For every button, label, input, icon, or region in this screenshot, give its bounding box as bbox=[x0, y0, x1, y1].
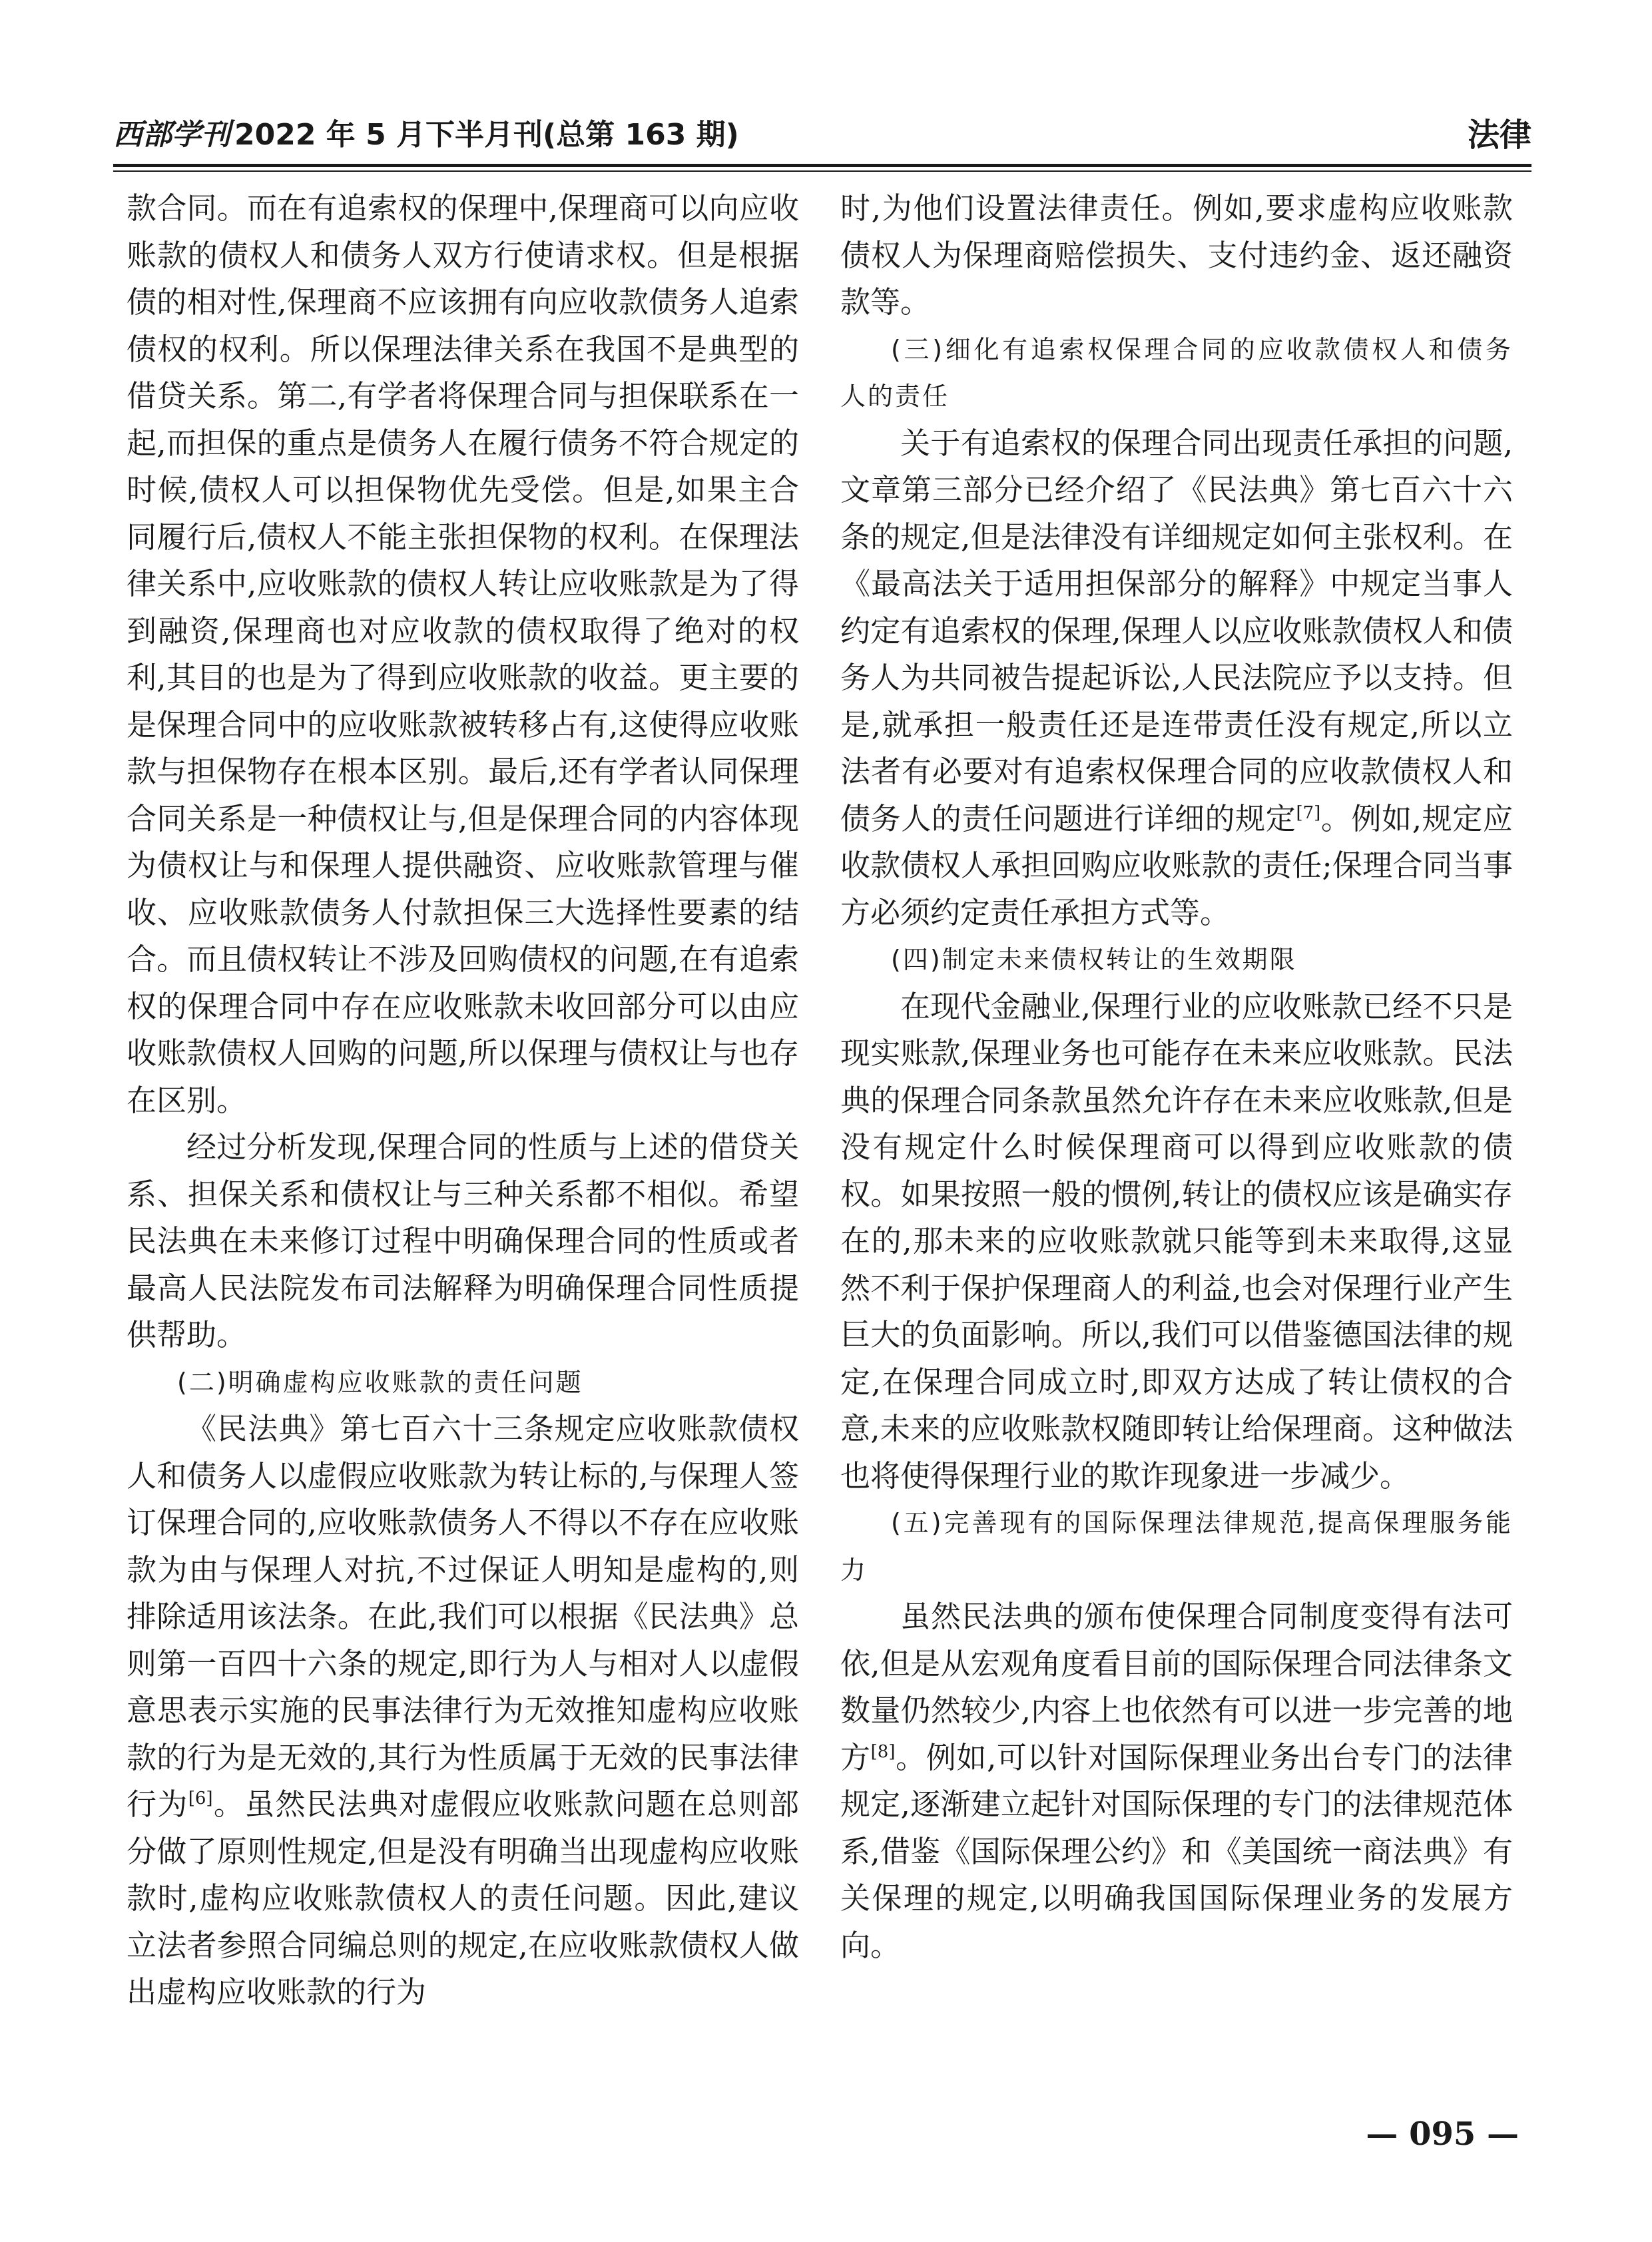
header-rule-thin bbox=[113, 170, 1531, 172]
paragraph bbox=[127, 1406, 799, 2016]
left-column bbox=[127, 185, 799, 2096]
citation-ref: [7] bbox=[1296, 802, 1321, 823]
paragraph-text: 虽然民法典的颁布使保理合同制度变得有法可依,但是从宏观角度看目前的国际保理合同法律条文数量仍然较少,内容上也依然有可以进一步完善的地方 bbox=[840, 1599, 1513, 1775]
paragraph bbox=[840, 420, 1513, 937]
journal-header bbox=[113, 112, 739, 158]
paragraph: 时,为他们设置法律责任。例如,要求虚构应收账款债权人为保理商赔偿损失、支付违约金、返还融资款等。 bbox=[840, 190, 1513, 320]
paragraph-text: 。虽然民法典对虚假应收账款问题在总则部分做了原则性规定,但是没有明确当出现虚构应收账款时,虚构应收账款债权人的责任问题。因此,建议立法者参照合同编总则的规定,在应收账款债权人做出虚构应收账款的行为 bbox=[127, 1787, 799, 2010]
paragraph-text: 。例如,可以针对国际保理业务出台专门的法律规定,逐渐建立起针对国际保理的专门的法律规范体系,借鉴《国际保理公约》和《美国统一商法典》有关保理的规定,以明确我国国际保理业务的发展方向。 bbox=[840, 1739, 1513, 1963]
page-number: — 095 — bbox=[1366, 2115, 1519, 2153]
paragraph-text: 。例如,规定应收款债权人承担回购应收账款的责任;保理合同当事方必须约定责任承担方式等。 bbox=[840, 800, 1513, 930]
section-heading: (四)制定未来债权转让的生效期限 bbox=[891, 945, 1297, 974]
journal-logo: 西部学刊 bbox=[113, 118, 230, 152]
section-label: 法律 bbox=[1467, 117, 1531, 154]
section-heading: (二)明确虚构应收账款的责任问题 bbox=[177, 1367, 583, 1397]
right-column bbox=[840, 185, 1513, 2096]
paragraph: 经过分析发现,保理合同的性质与上述的借贷关系、担保关系和债权让与三种关系都不相似。希望民法典在未来修订过程中明确保理合同的性质或者最高人民法院发布司法解释为明确保理合同性质提供帮助。 bbox=[127, 1129, 799, 1352]
paragraph-text: 关于有追索权的保理合同出现责任承担的问题,文章第三部分已经介绍了《民法典》第七百六十六条的规定,但是法律没有详细规定如何主张权利。在《最高法关于适用担保部分的解释》中规定当事人约定有追索权的保理,保理人以应收账款债权人和债务人为共同被告提起诉讼,人民法院应予以支持。但是,就承担一般责任还是连带责任没有规定,所以立法者有必要对有追索权保理合同的应收款债权人和债务人的责任问题进行详细的规定 bbox=[840, 425, 1513, 836]
paragraph: 款合同。而在有追索权的保理中,保理商可以向应收账款的债权人和债务人双方行使请求权。但是根据债的相对性,保理商不应该拥有向应收款债务人追索债权的权利。所以保理法律关系在我国不是典型的借贷关系。第二,有学者将保理合同与担保联系在一起,而担保的重点是债务人在履行债务不符合规定的时候,债权人可以担保物优先受偿。但是,如果主合同履行后,债权人不能主张担保物的权利。在保理法律关系中,应收账款的债权人转让应收账款是为了得到融资,保理商也对应收款的债权取得了绝对的权利,其目的也是为了得到应收账款的收益。更主要的是保理合同中的应收账款被转移占有,这使得应收账款与担保物存在根本区别。最后,还有学者认同保理合同关系是一种债权让与,但是保理合同的内容体现为债权让与和保理人提供融资、应收账款管理与催收、应收账款债务人付款担保三大选择性要素的结合。而且债权转让不涉及回购债权的问题,在有追索权的保理合同中存在应收账款未收回部分可以由应收账款债权人回购的问题,所以保理与债权让与也存在区别。 bbox=[127, 190, 799, 1118]
issue-info: 2022 年 5 月下半月刊(总第 163 期) bbox=[234, 118, 739, 152]
section-heading: (五)完善现有的国际保理法律规范,提高保理服务能力 bbox=[840, 1508, 1513, 1585]
header-rule-thick bbox=[113, 164, 1531, 167]
paragraph: 在现代金融业,保理行业的应收账款已经不只是现实账款,保理业务也可能存在未来应收账款。民法典的保理合同条款虽然允许存在未来应收账款,但是没有规定什么时候保理商可以得到应收账款的债权。如果按照一般的惯例,转让的债权应该是确实存在的,那未来的应收账款就只能等到未来取得,这显然不利于保护保理商人的利益,也会对保理行业产生巨大的负面影响。所以,我们可以借鉴德国法律的规定,在保理合同成立时,即双方达成了转让债权的合意,未来的应收账款权随即转让给保理商。这种做法也将使得保理行业的欺诈现象进一步减少。 bbox=[840, 988, 1513, 1494]
page-header bbox=[113, 112, 1531, 158]
section-heading: (三)细化有追索权保理合同的应收款债权人和债务人的责任 bbox=[840, 334, 1513, 411]
citation-ref: [8] bbox=[870, 1741, 896, 1762]
citation-ref: [6] bbox=[188, 1789, 213, 1809]
paragraph bbox=[840, 1593, 1513, 1969]
paragraph-text: 《民法典》第七百六十三条规定应收账款债权人和债务人以虚假应收账款为转让标的,与保理人签订保理合同的,应收账款债务人不得以不存在应收账款为由与保理人对抗,不过保证人明知是虚构的,则排除适用该法条。在此,我们可以根据《民法典》总则第一百四十六条的规定,即行为人与相对人以虚假意思表示实施的民事法律行为无效推知虚构应收账款的行为是无效的,其行为性质属于无效的民事法律行为 bbox=[127, 1411, 799, 1822]
